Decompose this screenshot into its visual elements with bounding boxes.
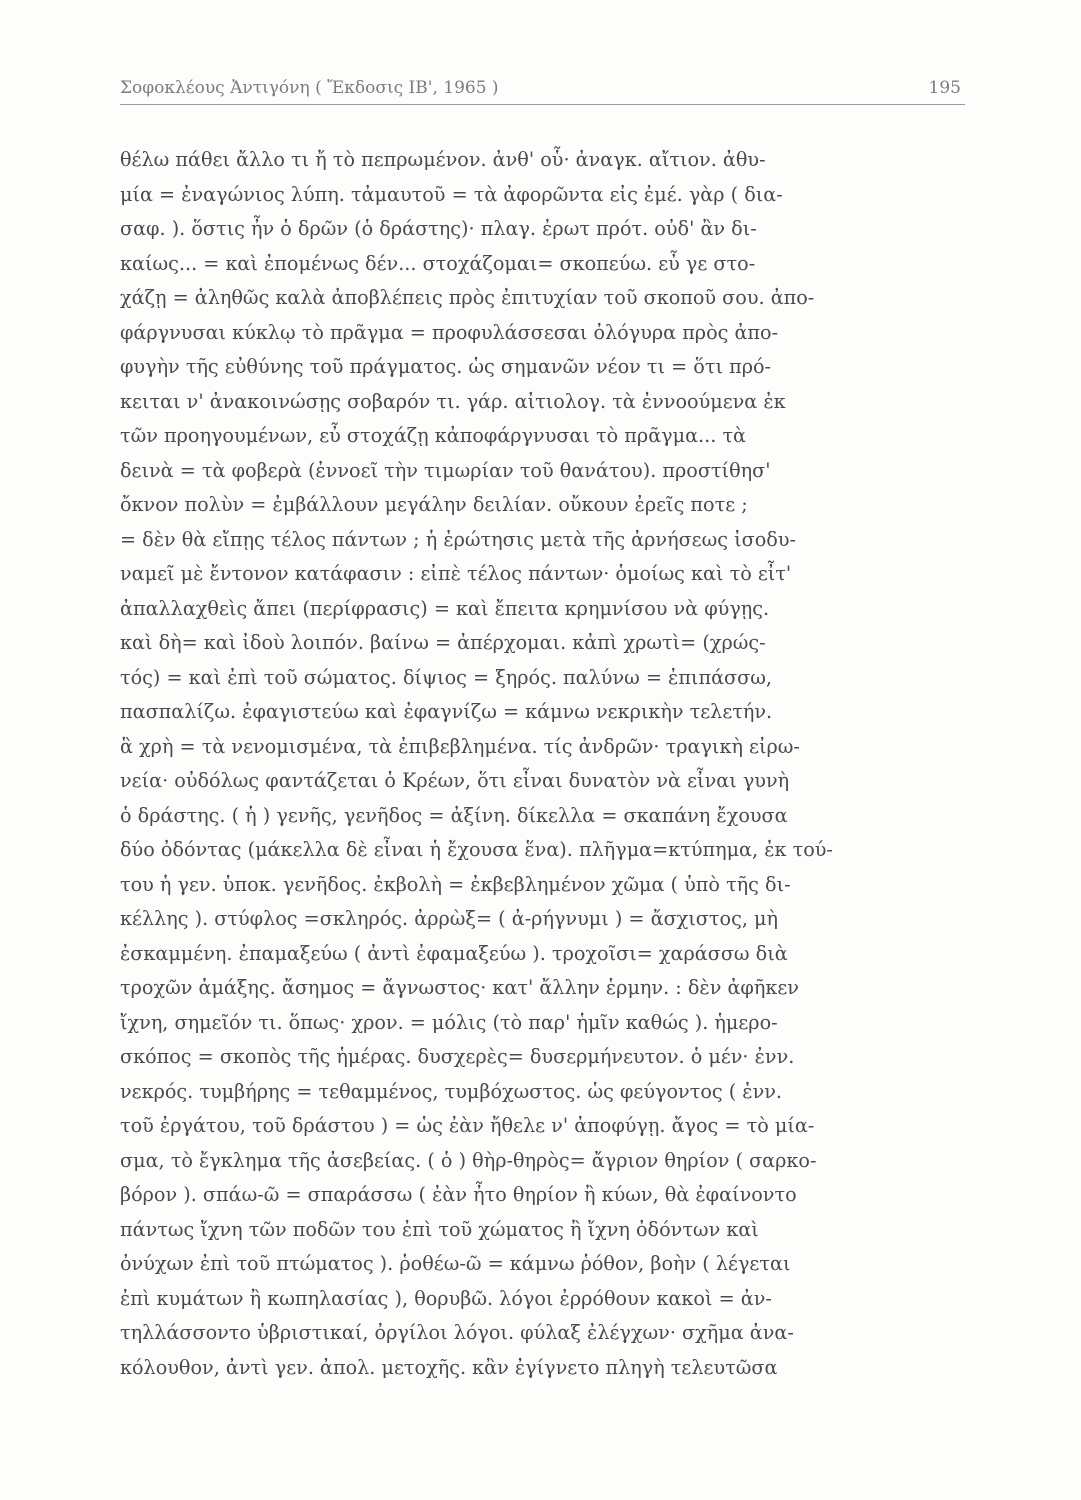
text-line: τροχῶν ἁμάξης. ἄσημος = ἄγνωστος· κατ' ἄλλην ἑρμην. : δὲν ἀφῆκεν [120, 976, 799, 999]
text-line: ὄκνον πολὺν = ἐμβάλλουν μεγάλην δειλίαν. οὔκουν ἐρεῖς ποτε ; [120, 493, 748, 516]
text-line: βόρον ). σπάω-ῶ = σπαράσσω ( ἐὰν ἦτο θηρίον ἢ κύων, θὰ ἐφαίνοντο [120, 1183, 797, 1206]
page-number: 195 [928, 78, 961, 98]
text-line: δεινὰ = τὰ φοβερὰ (ἐννοεῖ τὴν τιμωρίαν τοῦ θανάτου). προστίθησ' [120, 458, 771, 482]
text-line: φάργνυσαι κύκλῳ τὸ πρᾶγμα = προφυλάσσεσαι ὀλόγυρα πρὸς ἀπο- [120, 320, 779, 344]
text-line: τοῦ ἐργάτου, τοῦ δράστου ) = ὡς ἐὰν ἤθελε ν' ἀποφύγῃ. ἄγος = τὸ μία- [120, 1114, 815, 1137]
text-line: του ἡ γεν. ὑποκ. γενῆδος. ἐκβολὴ = ἐκβεβλημένον χῶμα ( ὑπὸ τῆς δι- [120, 872, 791, 896]
text-line: θέλω πάθει ἄλλο τι ἤ τὸ πεπρωμένον. ἀνθ' οὗ· ἀναγκ. αἴτιον. ἀθυ- [120, 148, 766, 171]
text-line: ἀπαλλαχθεὶς ἄπει (περίφρασις) = καὶ ἔπειτα κρημνίσου νὰ φύγῃς. [120, 596, 770, 620]
text-line: πασπαλίζω. ἐφαγιστεύω καὶ ἐφαγνίζω = κάμνω νεκρικὴν τελετήν. [120, 700, 773, 723]
running-title: Σοφοκλέους Ἀντιγόνη ( Ἔκδοσις ΙΒ', 1965 ) [120, 78, 499, 98]
text-line: φυγὴν τῆς εὐθύνης τοῦ πράγματος. ὡς σημανῶν νέον τι = ὅτι πρό- [120, 355, 772, 378]
text-line: καὶ δὴ= καὶ ἰδοὺ λοιπόν. βαίνω = ἀπέρχομαι. κἀπὶ χρωτὶ= (χρώς- [120, 631, 766, 654]
text-line: νεκρός. τυμβήρης = τεθαμμένος, τυμβόχωστος. ὡς φεύγοντος ( ἐνν. [120, 1079, 783, 1103]
text-line: νεία· οὐδόλως φαντάζεται ὁ Κρέων, ὅτι εἶναι δυνατὸν νὰ εἶναι γυνὴ [120, 769, 790, 792]
text-line: πάντως ἴχνη τῶν ποδῶν του ἐπὶ τοῦ χώματος ἢ ἴχνη ὀδόντων καὶ [120, 1217, 759, 1241]
text-line: χάζῃ = ἀληθῶς καλὰ ἀποβλέπεις πρὸς ἐπιτυχίαν τοῦ σκοποῦ σου. ἀπο- [120, 286, 815, 309]
page-header [120, 72, 965, 105]
text-line: τηλλάσσοντο ὑβριστικαί, ὀργίλοι λόγοι. φύλαξ ἐλέγχων· σχῆμα ἀνα- [120, 1321, 794, 1344]
text-line: ναμεῖ μὲ ἔντονον κατάφασιν : εἰπὲ τέλος πάντων· ὁμοίως καὶ τὸ εἶτ' [120, 562, 792, 585]
text-line: σκόπος = σκοπὸς τῆς ἡμέρας. δυσχερὲς= δυσερμήνευτον. ὁ μέν· ἐνν. [120, 1045, 795, 1068]
text-line: ἴχνη, σημεῖόν τι. ὅπως· χρον. = μόλις (τὸ παρ' ἡμῖν καθώς ). ἡμερο- [120, 1010, 778, 1034]
text-line: ἐσκαμμένη. ἐπαμαξεύω ( ἀντὶ ἐφαμαξεύω ). τροχοῖσι= χαράσσω διὰ [120, 941, 788, 965]
text-line: κέλλης ). στύφλος =σκληρός. ἀρρὼξ= ( ἀ-ρήγνυμι ) = ἄσχιστος, μὴ [120, 907, 778, 930]
commentary-text [120, 143, 970, 1385]
text-line: ἃ χρὴ = τὰ νενομισμένα, τὰ ἐπιβεβλημένα. τίς ἀνδρῶν· τραγικὴ εἰρω- [120, 734, 800, 758]
text-line: ὁ δράστης. ( ἡ ) γενῆς, γενῆδος = ἀξίνη. δίκελλα = σκαπάνη ἔχουσα [120, 803, 788, 827]
text-line: ἐπὶ κυμάτων ἢ κωπηλασίας ), θορυβῶ. λόγοι ἐρρόθουν κακοὶ = ἀν- [120, 1286, 772, 1310]
text-line: κειται ν' ἀνακοινώσῃς σοβαρόν τι. γάρ. αἰτιολογ. τὰ ἐννοούμενα ἐκ [120, 389, 786, 413]
text-line: σμα, τὸ ἔγκλημα τῆς ἀσεβείας. ( ὁ ) θὴρ-θηρὸς= ἄγριον θηρίον ( σαρκο- [120, 1148, 817, 1172]
text-line: = δὲν θὰ εἴπῃς τέλος πάντων ; ἡ ἐρώτησις μετὰ τῆς ἀρνήσεως ἰσοδυ- [120, 527, 796, 551]
text-line: τῶν προηγουμένων, εὖ στοχάζῃ κἀποφάργνυσαι τὸ πρᾶγμα... τὰ [120, 424, 747, 447]
text-line: δύο ὀδόντας (μάκελλα δὲ εἶναι ἡ ἔχουσα ἕνα). πλῆγμα=κτύπημα, ἐκ τού- [120, 838, 833, 861]
text-line: σαφ. ). ὅστις ἦν ὁ δρῶν (ὁ δράστης)· πλαγ. ἐρωτ πρότ. οὐδ' ἂν δι- [120, 217, 757, 240]
text-line: μία = ἐναγώνιος λύπη. τἀμαυτοῦ = τὰ ἀφορῶντα εἰς ἐμέ. γὰρ ( δια- [120, 182, 783, 206]
text-line: ὀνύχων ἐπὶ τοῦ πτώματος ). ῥοθέω-ῶ = κάμνω ῥόθον, βοὴν ( λέγεται [120, 1252, 791, 1275]
text-line: κόλουθον, ἀντὶ γεν. ἀπολ. μετοχῆς. κἂν ἐγίγνετο πληγὴ τελευτῶσα [120, 1355, 778, 1379]
text-line: καίως... = καὶ ἐπομένως δέν... στοχάζομαι= σκοπεύω. εὖ γε στο- [120, 251, 756, 275]
text-line: τός) = καὶ ἐπὶ τοῦ σώματος. δίψιος = ξηρός. παλύνω = ἐπιπάσσω, [120, 665, 772, 689]
